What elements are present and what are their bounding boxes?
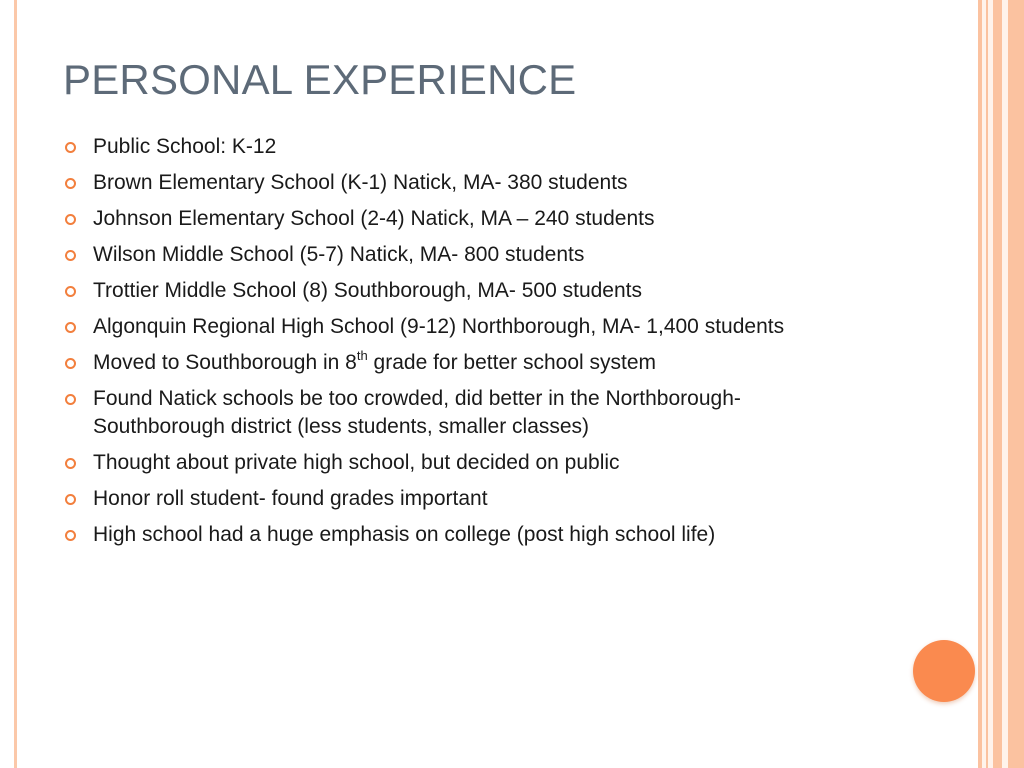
ordinal-superscript: th bbox=[356, 348, 368, 363]
bullet-text-post: grade for better school system bbox=[367, 351, 657, 374]
bullet-circle-icon bbox=[65, 458, 76, 469]
bullet-text: Brown Elementary School (K-1) Natick, MA- 380 students bbox=[93, 171, 628, 194]
right-stripe bbox=[993, 0, 1002, 768]
bullet-text: Public School: K-12 bbox=[93, 135, 277, 158]
bullet-circle-icon bbox=[65, 214, 76, 225]
bullet-item bbox=[64, 521, 864, 549]
bullet-circle-icon bbox=[65, 322, 76, 333]
bullet-text-pre: Moved to Southborough in 8 bbox=[93, 351, 357, 374]
bullet-item bbox=[64, 313, 864, 341]
bullet-item bbox=[64, 205, 864, 233]
left-accent-line bbox=[14, 0, 17, 768]
bullet-list bbox=[64, 133, 864, 557]
bullet-circle-icon bbox=[65, 394, 76, 405]
bullet-text: Honor roll student- found grades important bbox=[93, 487, 488, 510]
bullet-text: Thought about private high school, but decided on public bbox=[93, 451, 620, 474]
slide-title: PERSONAL EXPERIENCE bbox=[63, 56, 577, 103]
bullet-circle-icon bbox=[65, 494, 76, 505]
bullet-item bbox=[64, 349, 864, 377]
bullet-text: High school had a huge emphasis on college (post high school life) bbox=[93, 523, 716, 546]
bullet-item bbox=[64, 277, 864, 305]
bullet-circle-icon bbox=[65, 178, 76, 189]
bullet-item bbox=[64, 385, 864, 441]
bullet-text: Algonquin Regional High School (9-12) Northborough, MA- 1,400 students bbox=[93, 315, 785, 338]
bullet-item bbox=[64, 133, 864, 161]
bullet-text: Found Natick schools be too crowded, did better in the Northborough-Southborough district (less students, smaller classes) bbox=[93, 387, 741, 438]
bullet-item bbox=[64, 485, 864, 513]
bullet-item bbox=[64, 169, 864, 197]
bullet-text: Johnson Elementary School (2-4) Natick, MA – 240 students bbox=[93, 207, 655, 230]
bullet-circle-icon bbox=[65, 142, 76, 153]
bullet-item bbox=[64, 449, 864, 477]
bullet-circle-icon bbox=[65, 530, 76, 541]
bullet-text: Wilson Middle School (5-7) Natick, MA- 800 students bbox=[93, 243, 585, 266]
bullet-circle-icon bbox=[65, 250, 76, 261]
bullet-item bbox=[64, 241, 864, 269]
orange-circle-decoration bbox=[913, 640, 975, 702]
right-stripe bbox=[1008, 0, 1024, 768]
right-stripe bbox=[986, 0, 988, 768]
right-stripe bbox=[978, 0, 982, 768]
bullet-circle-icon bbox=[65, 286, 76, 297]
bullet-circle-icon bbox=[65, 358, 76, 369]
bullet-text: Trottier Middle School (8) Southborough, MA- 500 students bbox=[93, 279, 643, 302]
